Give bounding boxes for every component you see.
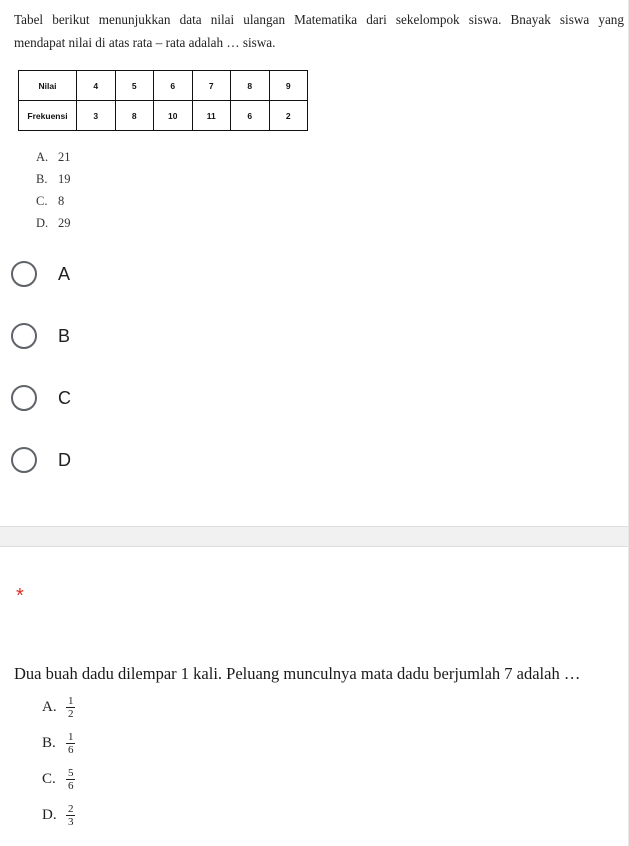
fraction-numerator: 2 bbox=[68, 802, 74, 815]
question-1-text-line-2: mendapat nilai di atas rata – rata adalah … siswa. bbox=[14, 35, 276, 50]
option-letter: D. bbox=[42, 806, 57, 823]
table-header-cell: Frekuensi bbox=[19, 101, 77, 131]
fraction bbox=[66, 803, 76, 828]
radio-label: C bbox=[58, 387, 71, 408]
score-frequency-table bbox=[18, 70, 308, 131]
fraction-numerator: 1 bbox=[68, 730, 74, 743]
table-cell: 8 bbox=[231, 71, 270, 101]
radio-choice-b[interactable] bbox=[10, 320, 210, 352]
option-value: 19 bbox=[58, 172, 71, 186]
question-2-text: Dua buah dadu dilempar 1 kali. Peluang munculnya mata dadu berjumlah 7 adalah … bbox=[14, 664, 581, 683]
table-cell: 4 bbox=[77, 71, 116, 101]
fraction-numerator: 5 bbox=[68, 766, 74, 779]
question-1-text bbox=[14, 8, 624, 54]
table-header-cell: Nilai bbox=[19, 71, 77, 101]
option-value: 8 bbox=[58, 194, 65, 208]
radio-choice-a[interactable] bbox=[10, 258, 210, 290]
question-1-option-c bbox=[36, 190, 71, 212]
table-cell: 11 bbox=[192, 101, 231, 131]
required-asterisk: * bbox=[16, 585, 24, 607]
radio-label: D bbox=[58, 449, 71, 470]
question-1-option-list bbox=[36, 146, 71, 234]
table-cell: 9 bbox=[269, 71, 308, 101]
fraction-numerator: 1 bbox=[68, 694, 74, 707]
question-1-option-b bbox=[36, 168, 71, 190]
fraction-denominator: 6 bbox=[68, 743, 74, 756]
fraction-denominator: 6 bbox=[68, 779, 74, 792]
table-cell: 2 bbox=[269, 101, 308, 131]
option-letter: A. bbox=[36, 150, 49, 164]
radio-button-icon[interactable] bbox=[11, 261, 37, 287]
table-cell: 6 bbox=[231, 101, 270, 131]
question-2-option-b bbox=[42, 728, 76, 758]
radio-button-icon[interactable] bbox=[11, 323, 37, 349]
fraction-denominator: 2 bbox=[68, 707, 74, 720]
table-cell: 3 bbox=[77, 101, 116, 131]
option-letter: C. bbox=[42, 770, 56, 787]
option-letter: B. bbox=[36, 172, 48, 186]
option-letter: D. bbox=[36, 216, 49, 230]
fraction bbox=[66, 767, 76, 792]
question-2-option-a bbox=[42, 692, 76, 722]
question-separator bbox=[0, 526, 629, 547]
question-1-text-line-1: Tabel berikut menunjukkan data nilai ulangan Matematika dari sekelompok siswa. Bnayak siswa yang bbox=[14, 12, 624, 27]
radio-button-icon[interactable] bbox=[11, 447, 37, 473]
radio-choice-d[interactable] bbox=[10, 444, 210, 476]
table-cell: 10 bbox=[154, 101, 193, 131]
radio-button-icon[interactable] bbox=[11, 385, 37, 411]
question-1-option-a bbox=[36, 146, 71, 168]
question-2-option-c bbox=[42, 764, 76, 794]
table-cell: 7 bbox=[192, 71, 231, 101]
option-letter: C. bbox=[36, 194, 48, 208]
radio-choice-c[interactable] bbox=[10, 382, 210, 414]
option-value: 29 bbox=[58, 216, 71, 230]
table-cell: 8 bbox=[115, 101, 154, 131]
option-value: 21 bbox=[58, 150, 71, 164]
option-letter: A. bbox=[42, 698, 57, 715]
option-letter: B. bbox=[42, 734, 56, 751]
table-row-nilai bbox=[19, 71, 308, 101]
question-2-option-d bbox=[42, 800, 76, 830]
table-cell: 5 bbox=[115, 71, 154, 101]
table-cell: 6 bbox=[154, 71, 193, 101]
fraction-denominator: 3 bbox=[68, 815, 74, 828]
table-row-frekuensi bbox=[19, 101, 308, 131]
fraction bbox=[66, 731, 76, 756]
radio-label: A bbox=[58, 263, 71, 284]
fraction bbox=[66, 695, 76, 720]
radio-label: B bbox=[58, 325, 71, 346]
question-1-option-d bbox=[36, 212, 71, 234]
